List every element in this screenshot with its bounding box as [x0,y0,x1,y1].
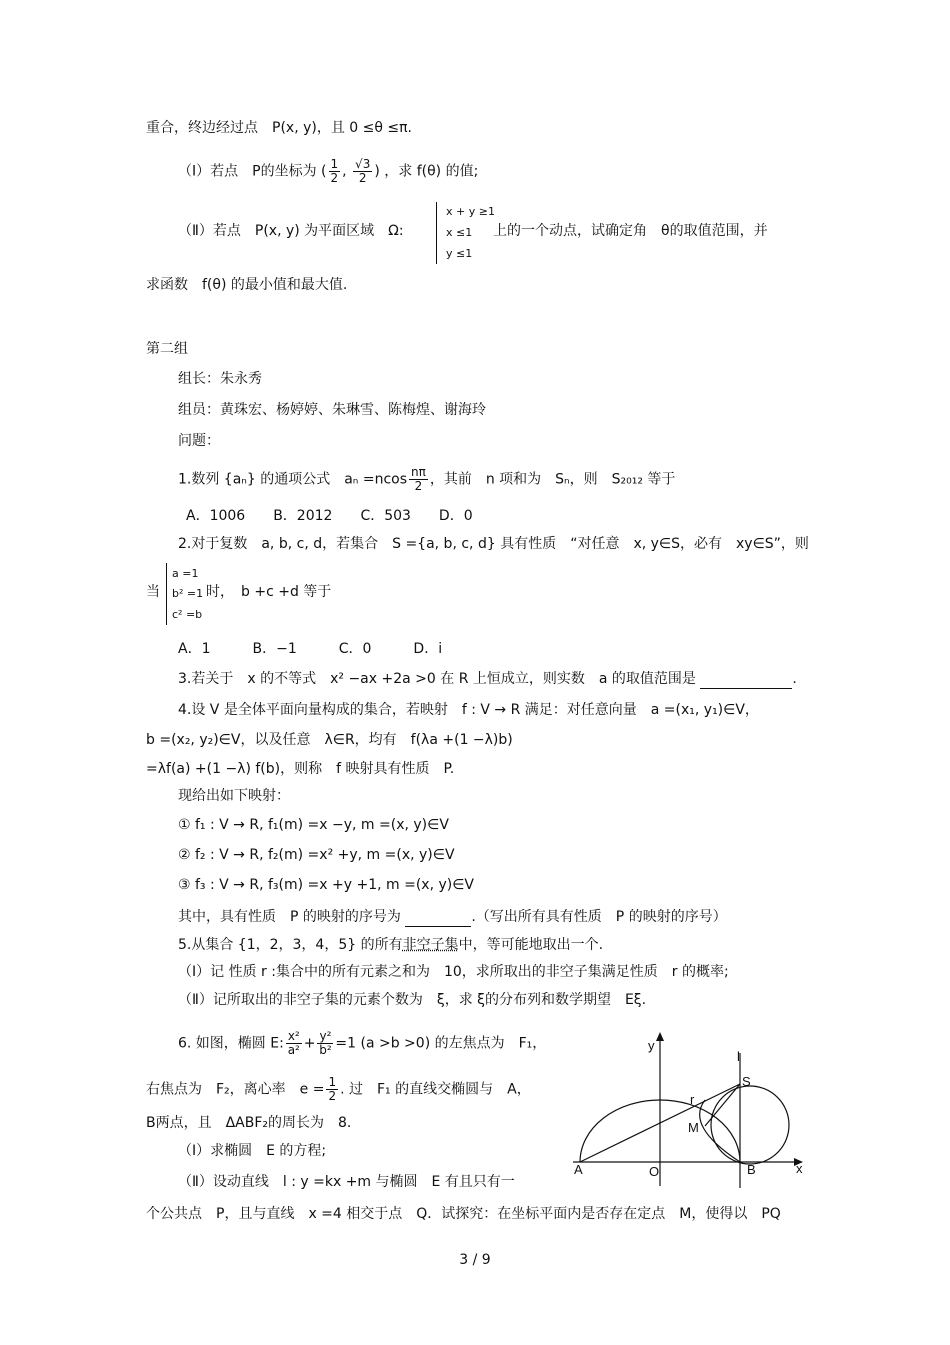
q1-text-b: ，其前 n 项和为 Sₙ，则 S₂₀₁₂ 等于 [429,471,676,488]
questions-label: 问题： [178,433,220,449]
question-2-when: 当 [146,584,160,600]
line-m-s [705,1084,740,1126]
label-x: x [796,1161,803,1176]
answer-blank-q3 [700,670,792,689]
group-leader: 组长：朱永秀 [178,371,262,387]
q5-dotted-term: 非空子集 [402,937,459,953]
question-2-options: A．1 B．−1 C．0 D．i [178,641,443,657]
q-part1-tail: ，求 f(θ) 的值; [384,163,479,180]
fraction-half: $\frac{1}{2}$ [330,157,339,185]
group-members: 组员：黄珠宏、杨婷婷、朱琳雪、陈梅煌、谢海玲 [178,402,486,418]
q-part1-label: （Ⅰ）若点 P的坐标为 [178,163,317,180]
system2-row3: c² =b [172,608,203,621]
question-3 [178,670,797,689]
fraction-y2-b2: $\frac{\text{y²}}{\text{b²}}$ [319,1029,332,1057]
text-line-3-tail: 上的一个动点，试确定角 θ的取值范围，并 [493,223,768,239]
label-o: O [649,1164,660,1179]
label-m: M [688,1120,699,1135]
question-6-c: B两点，且 ΔABF₂的周长为 8. [146,1115,352,1131]
fraction-x2-a2: $\frac{\text{x²}}{\text{a²}}$ [287,1029,300,1057]
system2-row1: a =1 [172,567,199,580]
q4h-text-a: 其中，具有性质 P 的映射的序号为 [178,909,401,925]
question-6-b [146,1076,531,1103]
q1-text-a: 1.数列 {aₙ} 的通项公式 aₙ =ncos [178,471,407,488]
question-1-options: A．1006 B．2012 C．503 D．0 [186,508,473,524]
system1-row3: y ≤1 [446,247,473,260]
q3-text: 3.若关于 x 的不等式 x² −ax +2a >0 在 R 上恒成立，则实数 a 的取值范围是 [178,671,696,687]
question-6-d: （Ⅰ）求椭圆 E 的方程; [178,1143,327,1159]
q6-text-post: =1 (a >b >0) 的左焦点为 F₁， [335,1035,547,1052]
q6b-text-pre: 右焦点为 F₂，离心率 e = [146,1081,325,1098]
question-6-e: （Ⅱ）设动直线 l : y =kx +m 与椭圆 E 有且只有一 [178,1174,515,1190]
question-6-a: 6. 如图，椭圆 E: $\frac{\text{x²}}{\text{a²}}$ + $\frac{\text{y²}}{\text{b²}}$ =1 (a >b >0) 的左焦点为 F₁， [178,1029,547,1057]
question-4-map-2: ② f₂ : V → R, f₂(m) =x² +y, m =(x, y)∈V [178,847,455,863]
question-1 [178,466,675,493]
system1-row2: x ≤1 [446,226,473,239]
group-title: 第二组 [146,341,188,357]
label-a: A [574,1162,583,1177]
q3-end: . [792,671,797,687]
fraction-sqrt3-half: $\frac{√3}{2}$ [355,157,371,185]
label-b: B [747,1162,756,1177]
question-5-c: （Ⅱ）记所取出的非空子集的元素个数为 ξ，求 ξ的分布列和数学期望 Eξ. [178,992,647,1008]
question-4-c: =λf(a) +(1 −λ) f(b)，则称 f 映射具有性质 P. [146,761,455,777]
q5-text-pre: 5.从集合 {1，2，3，4，5} 的所有 [178,937,403,953]
text-line-3: （Ⅱ）若点 P(x, y) 为平面区域 Ω: [178,223,404,239]
system1-row1: x + y ≥1 [446,205,495,218]
page-number: 3 / 9 [459,1252,491,1268]
text-line-1: 重合，终边经过点 P(x, y)，且 0 ≤θ ≤π. [146,120,412,136]
circle-s [711,1086,789,1164]
y-axis-arrow [656,1032,664,1041]
question-4-map-3: ③ f₃ : V → R, f₃(m) =x +y +1, m =(x, y)∈V [178,877,475,893]
question-4-d: 现给出如下映射： [178,788,290,804]
q6b-text-post: . 过 F₁ 的直线交椭圆与 A， [340,1081,531,1098]
arc-m [700,1100,740,1162]
question-5-a [178,936,603,954]
question-6-f: 个公共点 P，且与直线 x =4 相交于点 Q．试探究：在坐标平面内是否存在定点 M，使得以 PQ [146,1206,781,1222]
q4h-text-b: .（写出所有具有性质 P 的映射的序号） [471,909,727,925]
label-l: l [737,1049,740,1064]
question-4-h [178,908,727,927]
fraction-npi-2: $\frac{n\pi}{2}$ [411,465,426,493]
q5-text-post: 中，等可能地取出一个. [458,937,604,953]
system-brace-1 [436,202,437,264]
label-r: r [690,1092,695,1107]
question-4-b: b =(x₂, y₂)∈V，以及任意 λ∈R，均有 f(λa +(1 −λ)b) [146,732,513,748]
q6-text-pre: 6. 如图，椭圆 E: [178,1035,284,1052]
question-2-tail: 时， b +c +d 等于 [206,584,332,600]
system2-row2: b² =1 [172,587,204,600]
label-s: S [742,1074,751,1089]
text-line-2: （Ⅰ）若点 P的坐标为 ( $\frac{1}{2}$ , $\frac{√3}{2}$ ) ，求 f(θ) 的值; [178,157,479,185]
question-4-a: 4.设 V 是全体平面向量构成的集合，若映射 f : V → R 满足：对任意向量 a =(x₁, y₁)∈V， [178,702,759,718]
label-y: y [648,1038,655,1053]
text-line-4: 求函数 f(θ) 的最小值和最大值. [146,277,348,293]
question-5-b: （Ⅰ）记 性质 r :集合中的所有元素之和为 10，求所取出的非空子集满足性质 r 的概率; [178,964,729,980]
ellipse-figure [565,1028,810,1193]
question-4-map-1: ① f₁ : V → R, f₁(m) =x −y, m =(x, y)∈V [178,817,449,833]
question-2: 2.对于复数 a, b, c, d，若集合 S ={a, b, c, d} 具有性质 “对任意 x, y∈S，必有 xy∈S”，则 [178,536,809,552]
answer-blank-q4 [405,908,471,927]
system-brace-2 [166,563,167,625]
fraction-e: $\frac{1}{2}$ [328,1075,337,1103]
